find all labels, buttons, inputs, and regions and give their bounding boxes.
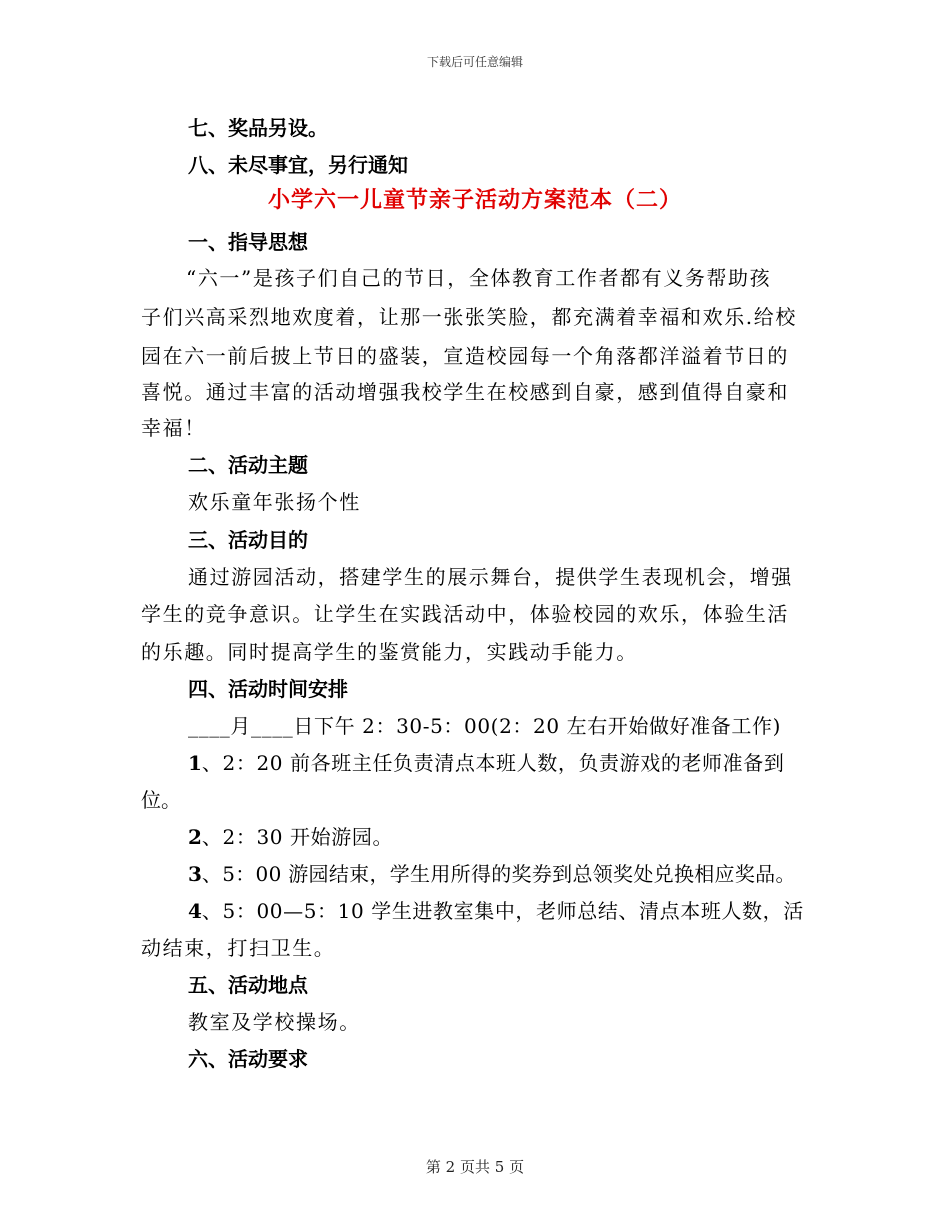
page-footer: 第 2 页共 5 页 [425,1158,525,1176]
item-number: 2 [188,825,202,849]
theme-text: 欢乐童年张扬个性 [188,490,361,514]
schedule-time: ____月____日下午 2：30-5：00(2：20 左右开始做好准备工作) [188,714,781,738]
schedule-item [188,825,393,849]
item-text: 、2：20 前各班主任负责清点本班人数，负责游戏的老师准备到 [201,751,785,775]
item-text: 、2：30 开始游园。 [201,825,394,849]
section-3-heading: 三、活动目的 [188,528,308,552]
paragraph-line: 的乐趣。同时提高学生的鉴赏能力，实践动手能力。 [141,640,638,664]
place-text: 教室及学校操场。 [188,1010,361,1034]
section-8-heading: 八、未尽事宜，另行通知 [188,153,408,177]
paragraph-line: 园在六一前后披上节日的盛装，宣造校园每一个角落都洋溢着节日的 [141,344,789,368]
item-text: 、5：00 游园结束，学生用所得的奖券到总领奖处兑换相应奖品。 [201,862,796,886]
paragraph-line: 通过游园活动，搭建学生的展示舞台，提供学生表现机会，增强 [188,565,793,589]
item-number: 4 [188,899,202,923]
section-4-heading: 四、活动时间安排 [188,677,348,701]
section-6-heading: 六、活动要求 [188,1047,308,1071]
item-number: 3 [188,862,202,886]
item-number: 1 [188,751,202,775]
section-5-heading: 五、活动地点 [188,973,308,997]
schedule-item [188,751,784,775]
section-2-heading: 二、活动主题 [188,453,308,477]
paragraph-line: 幸福！ [141,416,206,440]
paragraph-line: “六一”是孩子们自己的节日，全体教育工作者都有义务帮助孩 [186,266,772,290]
schedule-item [188,862,796,886]
section-7-heading: 七、奖品另设。 [188,116,328,140]
page-header: 下载后可任意编辑 [426,55,523,69]
paragraph-line: 学生的竞争意识。让学生在实践活动中，体验校园的欢乐，体验生活 [141,602,789,626]
document-title: 小学六一儿童节亲子活动方案范本（二） [267,187,682,213]
section-1-heading: 一、指导思想 [188,230,308,254]
paragraph-line: 子们兴高采烈地欢度着，让那一张张笑脸，都充满着幸福和欢乐.给校 [141,305,797,329]
item-continuation: 位。 [141,788,181,812]
item-text: 、5：00—5：10 学生进教室集中，老师总结、清点本班人数，活 [201,899,804,923]
schedule-item [188,899,804,923]
paragraph-line: 喜悦。通过丰富的活动增强我校学生在校感到自豪，感到值得自豪和 [141,380,789,404]
item-continuation: 动结束，打扫卫生。 [141,936,336,960]
